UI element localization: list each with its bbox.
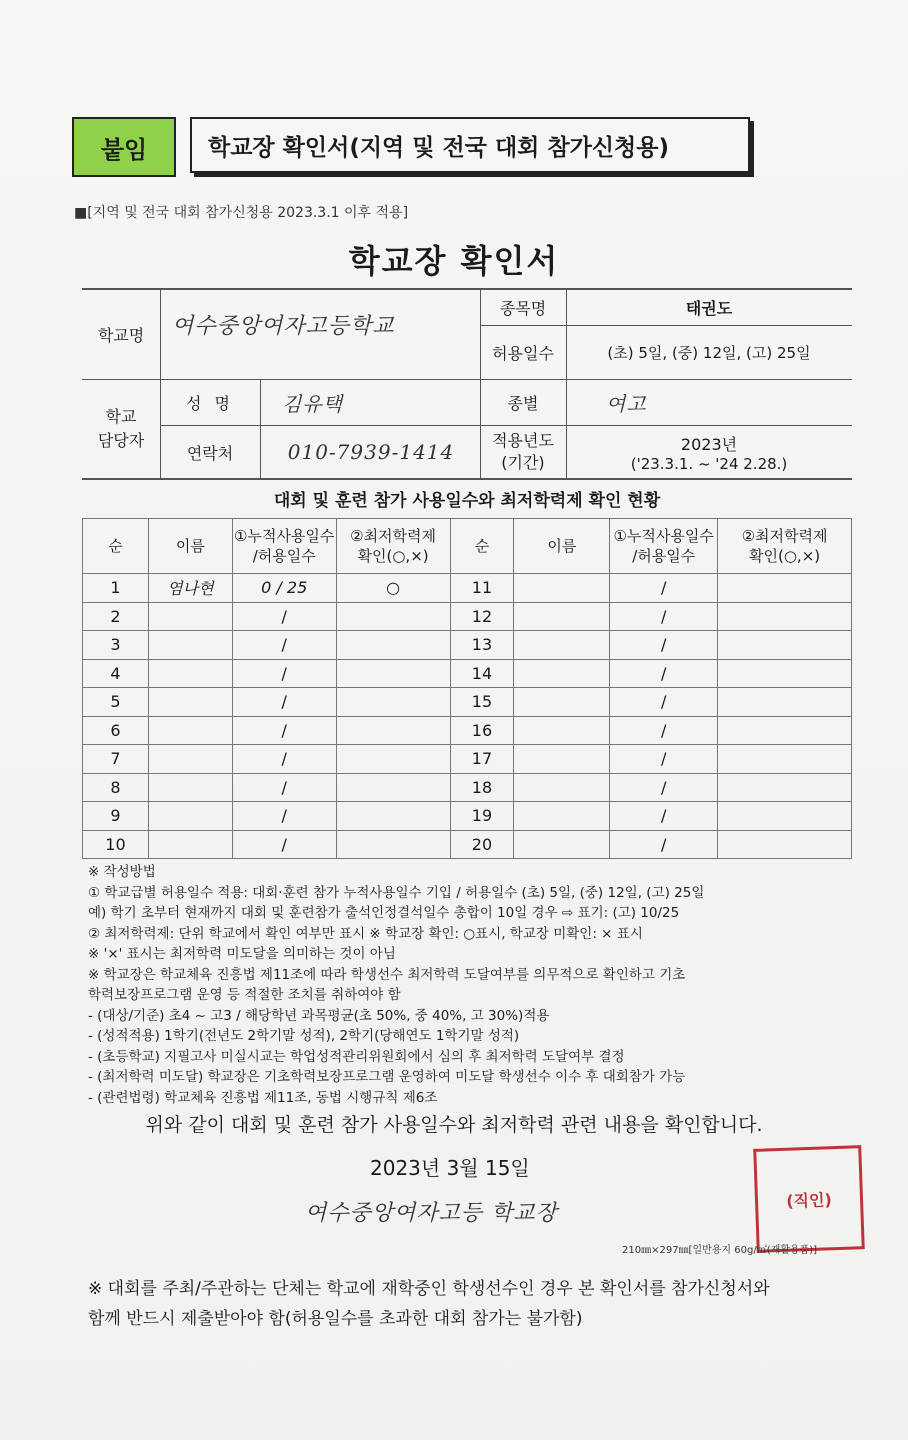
info-vline-2	[260, 379, 261, 478]
row-days: /	[610, 631, 718, 660]
note-line: - (초등학교) 지필고사 미실시교는 학업성적관리위원회에서 심의 후 최저학력 도달여부 결정	[88, 1048, 625, 1065]
row-days: /	[232, 773, 336, 802]
note-line: - (성적적용) 1학기(전년도 2학기말 성적), 2학기(당해연도 1학기말 성적)	[88, 1028, 520, 1044]
table-row	[83, 631, 852, 660]
row-days: /	[610, 716, 718, 745]
row-name	[148, 745, 232, 774]
footer-note	[88, 1274, 848, 1334]
row-check	[336, 602, 450, 631]
sport-label: 종목명	[499, 299, 547, 318]
year-period: ('23.3.1. ~ '24 2.28.)	[630, 454, 788, 473]
note-line: 학력보장프로그램 운영 등 적절한 조치를 취하여야 함	[88, 987, 401, 1003]
header-check: ②최저학력제 확인(○,×)	[718, 519, 852, 574]
official-seal	[753, 1145, 865, 1253]
form-title-box	[190, 117, 750, 173]
confirmation-statement: 위와 같이 대회 및 훈련 참가 사용일수와 최저학력 관련 내용을 확인합니다.	[145, 1114, 763, 1136]
signature-date: 2023년 3월 15일	[370, 1156, 530, 1180]
row-name	[514, 574, 610, 603]
days-value: (초) 5일, (중) 12일, (고) 25일	[607, 344, 811, 362]
row-check	[718, 688, 852, 717]
row-number: 10	[83, 830, 149, 859]
note-line: - (최저학력 미도달) 학교장은 기초학력보장프로그램 운영하여 미도달 학생선수 이수 후 대회참가 가능	[88, 1069, 686, 1085]
row-number: 12	[450, 602, 514, 631]
row-name	[148, 659, 232, 688]
row-days: /	[232, 802, 336, 831]
note-line: - (대상/기준) 초4 ~ 고3 / 해당학년 과목평균(초 50%, 중 40%, 고 30%)적용	[88, 1007, 550, 1024]
row-check	[718, 830, 852, 859]
attachment-tag-label: 붙임	[100, 135, 148, 164]
row-name	[148, 631, 232, 660]
paper-spec: 210㎜×297㎜[일반용지 60g/㎡(재활용품)]	[622, 1245, 818, 1256]
row-days: /	[610, 802, 718, 831]
note-line: ※ 학교장은 학교체육 진흥법 제11조에 따라 학생선수 최저학력 도달여부를 의무적으로 확인하고 기초	[88, 966, 686, 983]
row-days: /	[232, 830, 336, 859]
days-label: 허용일수	[492, 344, 554, 363]
row-number: 19	[450, 802, 514, 831]
year-cell	[566, 426, 852, 478]
row-number: 14	[450, 659, 514, 688]
row-name	[148, 773, 232, 802]
row-check	[718, 602, 852, 631]
row-days: /	[610, 574, 718, 603]
row-name	[514, 659, 610, 688]
row-number: 15	[450, 688, 514, 717]
row-check	[718, 773, 852, 802]
row-days: /	[610, 773, 718, 802]
header-no: 순	[83, 519, 149, 574]
applies-note: ■[지역 및 전국 대회 참가신청용 2023.3.1 이후 적용]	[74, 205, 409, 221]
row-check	[718, 745, 852, 774]
row-check	[336, 716, 450, 745]
row-check	[718, 574, 852, 603]
school-label: 학교명	[97, 326, 145, 345]
header-days: ①누적사용일수 /허용일수	[232, 519, 336, 574]
row-days: /	[610, 745, 718, 774]
seal-label: (직인)	[785, 1189, 833, 1211]
row-check	[336, 773, 450, 802]
row-number: 8	[83, 773, 149, 802]
row-days: /	[232, 745, 336, 774]
row-name	[148, 602, 232, 631]
row-name	[148, 830, 232, 859]
instructions	[88, 862, 858, 1108]
manager-label: 학교 담당자	[97, 407, 145, 450]
note-line: ② 최저학력제: 단위 학교에서 확인 여부만 표시 ※ 학교장 확인: ○표시, 학교장 미확인: × 표시	[88, 925, 643, 942]
row-number: 9	[83, 802, 149, 831]
row-number: 13	[450, 631, 514, 660]
row-name	[148, 716, 232, 745]
form-title: 학교장 확인서(지역 및 전국 대회 참가신청용)	[208, 134, 669, 161]
header-name: 이름	[148, 519, 232, 574]
row-number: 17	[450, 745, 514, 774]
section-title: 대회 및 훈련 참가 사용일수와 최저학력제 확인 현황	[273, 491, 661, 511]
row-days: 0 / 25	[232, 574, 336, 603]
header-name: 이름	[514, 519, 610, 574]
row-days: /	[610, 688, 718, 717]
row-number: 1	[83, 574, 149, 603]
row-number: 20	[450, 830, 514, 859]
year-label: 적용년도 (기간)	[492, 431, 554, 472]
row-check	[336, 745, 450, 774]
row-days: /	[610, 659, 718, 688]
type-value: 여고	[606, 392, 647, 416]
document-title: 학교장 확인서	[348, 242, 560, 280]
row-check	[336, 631, 450, 660]
table-row	[83, 688, 852, 717]
row-name	[514, 830, 610, 859]
row-check	[336, 830, 450, 859]
note-line: 예) 학기 초부터 현재까지 대회 및 훈련참가 출석인정결석일수 총합이 10일 경우 ⇨ 표기: (고) 10/25	[88, 905, 680, 921]
row-check	[718, 802, 852, 831]
row-number: 2	[83, 602, 149, 631]
row-number: 5	[83, 688, 149, 717]
row-number: 11	[450, 574, 514, 603]
row-name	[148, 688, 232, 717]
note-line: ※ 작성방법	[88, 864, 156, 880]
row-number: 4	[83, 659, 149, 688]
note-line: - (관련법령) 학교체육 진흥법 제11조, 동법 시행규칙 제6조	[88, 1089, 438, 1106]
name-label: 성 명	[186, 394, 234, 413]
name-value: 김유택	[282, 392, 343, 416]
row-number: 6	[83, 716, 149, 745]
table-row	[83, 659, 852, 688]
note-line: ① 학교급별 허용일수 적용: 대회·훈련 참가 누적사용일수 기입 / 허용일수 (초) 5일, (중) 12일, (고) 25일	[88, 884, 705, 901]
row-number: 18	[450, 773, 514, 802]
row-days: /	[232, 688, 336, 717]
row-days: /	[232, 631, 336, 660]
info-line-bottom	[82, 478, 852, 480]
row-check: ○	[336, 574, 450, 603]
row-check	[718, 659, 852, 688]
row-name	[514, 716, 610, 745]
row-days: /	[610, 602, 718, 631]
row-days: /	[610, 830, 718, 859]
header-check: ②최저학력제 확인(○,×)	[336, 519, 450, 574]
contact-value: 010-7939-1414	[287, 440, 455, 464]
header-no: 순	[450, 519, 514, 574]
table-row	[83, 802, 852, 831]
row-days: /	[232, 716, 336, 745]
row-check	[718, 716, 852, 745]
table-row	[83, 602, 852, 631]
year-value: 2023년	[680, 434, 738, 454]
row-name	[514, 802, 610, 831]
table-row	[83, 745, 852, 774]
row-days: /	[232, 602, 336, 631]
row-check	[336, 802, 450, 831]
footer-line: ※ 대회를 주최/주관하는 단체는 학교에 재학중인 학생선수인 경우 본 확인서를 참가신청서와	[88, 1279, 770, 1299]
row-number: 16	[450, 716, 514, 745]
sport-value: 태권도	[685, 299, 733, 318]
school-value: 여수중앙여자고등학교	[172, 313, 395, 339]
type-label: 종별	[507, 394, 539, 413]
table-body	[83, 574, 852, 859]
row-name	[514, 602, 610, 631]
row-number: 3	[83, 631, 149, 660]
row-number: 7	[83, 745, 149, 774]
attachment-tag	[72, 117, 176, 177]
table-row	[83, 716, 852, 745]
row-name	[148, 802, 232, 831]
row-name: 염나현	[148, 574, 232, 603]
row-name	[514, 631, 610, 660]
participation-table	[82, 518, 852, 859]
principal-signature: 여수중앙여자고등 학교장	[305, 1201, 558, 1226]
row-days: /	[232, 659, 336, 688]
table-header-row	[83, 519, 852, 574]
table-row	[83, 574, 852, 603]
note-line: ※ '×' 표시는 최저학력 미도달을 의미하는 것이 아님	[88, 946, 396, 962]
table-row	[83, 830, 852, 859]
footer-line: 함께 반드시 제출받아야 함(허용일수를 초과한 대회 참가는 불가함)	[88, 1309, 583, 1329]
row-name	[514, 745, 610, 774]
row-name	[514, 773, 610, 802]
row-check	[718, 631, 852, 660]
table-row	[83, 773, 852, 802]
row-check	[336, 659, 450, 688]
row-check	[336, 688, 450, 717]
row-name	[514, 688, 610, 717]
header-days: ①누적사용일수 /허용일수	[610, 519, 718, 574]
contact-label: 연락처	[186, 443, 234, 463]
